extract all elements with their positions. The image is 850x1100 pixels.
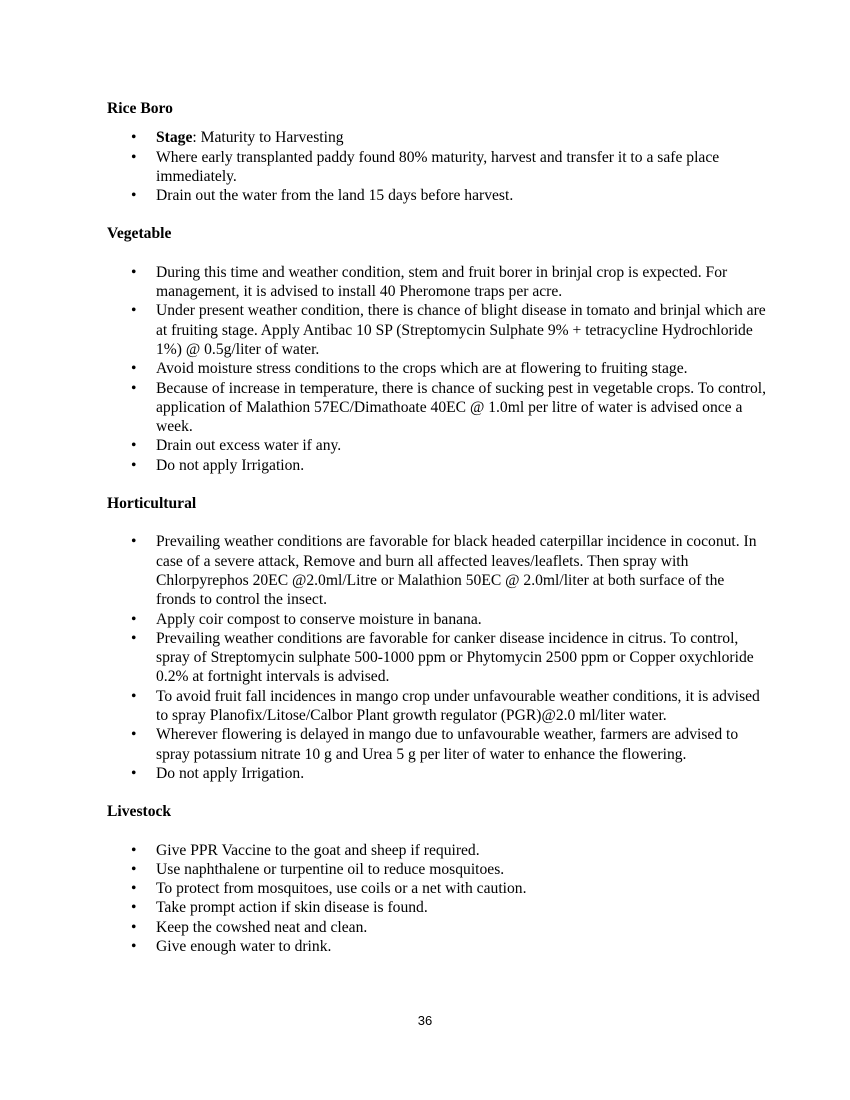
list-item: • Apply coir compost to conserve moisture in banana. [107, 610, 767, 629]
list-item: • Drain out excess water if any. [107, 436, 767, 455]
page-content [107, 99, 767, 956]
list-item: • Drain out the water from the land 15 days before harvest. [107, 186, 767, 205]
list-item: • Where early transplanted paddy found 80% maturity, harvest and transfer it to a safe place immediately. [107, 148, 767, 187]
horticultural-list [107, 532, 767, 783]
list-item: • Avoid moisture stress conditions to the crops which are at flowering to fruiting stage. [107, 359, 767, 378]
spacer [107, 118, 767, 128]
page-number: 36 [417, 1013, 433, 1028]
section-heading-vegetable: Vegetable [107, 225, 172, 243]
list-item: • Do not apply Irrigation. [107, 764, 767, 783]
list-item: • Wherever flowering is delayed in mango due to unfavourable weather, farmers are advised to spray potassium nitrate 10 g and Urea 5 g per liter of water to enhance the flowering. [107, 725, 767, 764]
horticultural-section [107, 494, 767, 783]
spacer [107, 244, 767, 263]
list-item [107, 128, 767, 147]
stage-label: Stage [156, 129, 193, 147]
livestock-list [107, 841, 767, 957]
spacer [107, 205, 767, 224]
list-item: • Give PPR Vaccine to the goat and sheep if required. [107, 841, 767, 860]
stage-value: : Maturity to Harvesting [192, 129, 344, 147]
list-item: • To avoid fruit fall incidences in mango crop under unfavourable weather conditions, it is advised to spray Planofix/Litose/Calbor Plant growth regulator (PGR)@2.0 ml/liter water. [107, 687, 767, 726]
spacer [107, 513, 767, 532]
vegetable-section [107, 224, 767, 475]
list-item: • Prevailing weather conditions are favorable for black headed caterpillar incidence in coconut. In case of a severe attack, Remove and burn all affected leaves/leaflets. Then spray with Chlorpyrephos 20EC @2.0ml/Litre or Malathion 50EC @ 2.0ml/liter at both surface of the fronds to control the insect. [107, 532, 767, 609]
list-item: • Keep the cowshed neat and clean. [107, 918, 767, 937]
list-item: • Do not apply Irrigation. [107, 456, 767, 475]
livestock-section [107, 802, 767, 956]
spacer [107, 822, 767, 841]
section-heading-horticultural: Horticultural [107, 495, 197, 513]
list-item: • Give enough water to drink. [107, 937, 767, 956]
list-item: • Because of increase in temperature, there is chance of sucking pest in vegetable crops. To control, application of Malathion 57EC/Dimathoate 40EC @ 1.0ml per litre of water is advised once a week. [107, 379, 767, 437]
section-heading-livestock: Livestock [107, 803, 172, 821]
rice-boro-list [107, 128, 767, 205]
vegetable-list [107, 263, 767, 475]
list-item: • Use naphthalene or turpentine oil to reduce mosquitoes. [107, 860, 767, 879]
list-item: • During this time and weather condition, stem and fruit borer in brinjal crop is expected. For management, it is advised to install 40 Pheromone traps per acre. [107, 263, 767, 302]
list-item: • To protect from mosquitoes, use coils or a net with caution. [107, 879, 767, 898]
rice-boro-section [107, 99, 767, 205]
spacer [107, 783, 767, 802]
list-item: • Under present weather condition, there is chance of blight disease in tomato and brinjal which are at fruiting stage. Apply Antibac 10 SP (Streptomycin Sulphate 9% + tetracycline Hydrochloride 1%) @ 0.5g/liter of water. [107, 301, 767, 359]
list-item: • Take prompt action if skin disease is found. [107, 898, 767, 917]
list-item: • Prevailing weather conditions are favorable for canker disease incidence in citrus. To control, spray of Streptomycin sulphate 500-1000 ppm or Phytomycin 2500 ppm or Copper oxychloride 0.2% at fortnight intervals is advised. [107, 629, 767, 687]
spacer [107, 475, 767, 494]
section-heading-rice-boro: Rice Boro [107, 100, 173, 117]
